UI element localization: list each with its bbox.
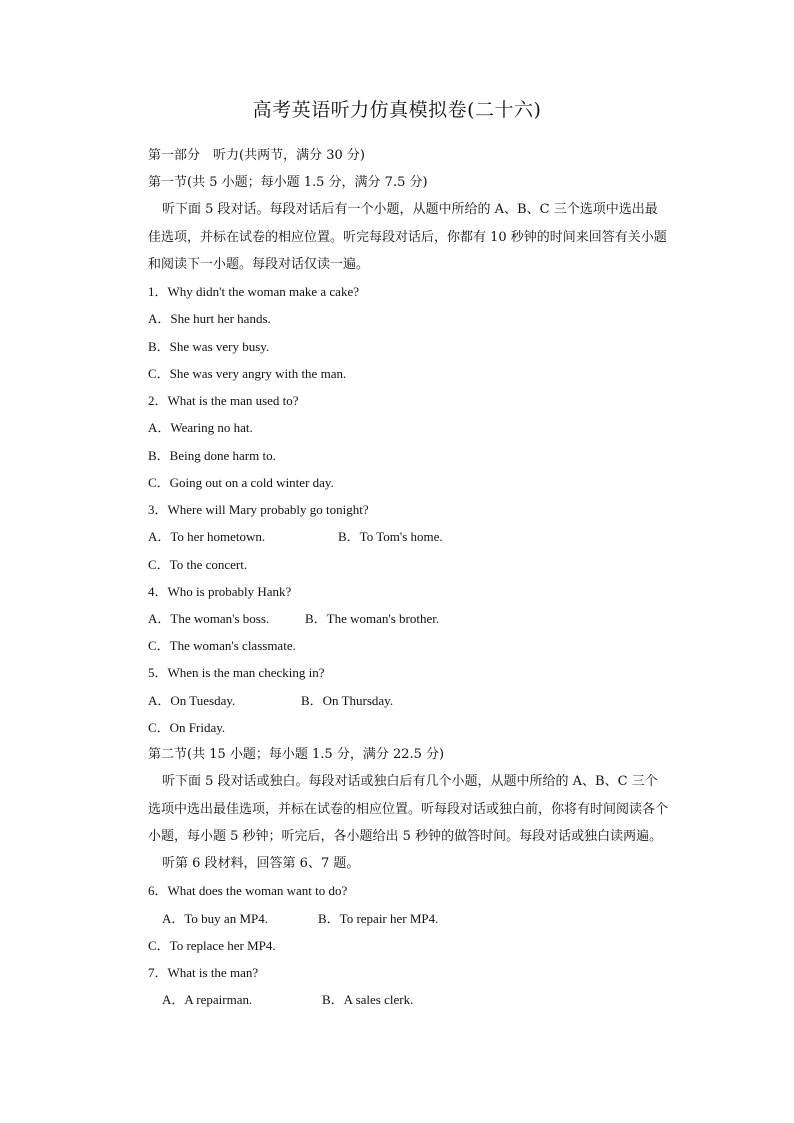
q6-option-b: B．To repair her MP4. xyxy=(318,911,439,926)
q3-option-c: C．To the concert. xyxy=(148,557,248,572)
q6-option-c: C．To replace her MP4. xyxy=(148,938,276,953)
q7-options-row xyxy=(162,991,414,1009)
q5-option-a: A．On Tuesday. xyxy=(148,693,236,708)
part1-heading: 第一部分 听力(共两节，满分 30 分) xyxy=(148,148,365,163)
q3-option-a: A．To her hometown. xyxy=(148,529,266,544)
q4-option-a: A．The woman's boss. xyxy=(148,611,270,626)
q5-option-b: B．On Thursday. xyxy=(301,693,394,708)
q1-option-a: A．She hurt her hands. xyxy=(148,311,271,326)
section1-instruction-line: 听下面 5 段对话。每段对话后有一个小题，从题中所给的 A、B、C 三个选项中选出最 xyxy=(162,202,658,217)
material-6-label: 听第 6 段材料，回答第 6、7 题。 xyxy=(162,856,360,871)
q2-option-c: C．Going out on a cold winter day. xyxy=(148,475,334,490)
question-2: 2．What is the man used to? xyxy=(148,393,299,408)
q1-option-b: B．She was very busy. xyxy=(148,339,270,354)
q4-option-b: B．The woman's brother. xyxy=(305,611,440,626)
q1-option-c: C．She was very angry with the man. xyxy=(148,366,347,381)
section1-instruction-line: 佳选项，并标在试卷的相应位置。听完每段对话后，你都有 10 秒钟的时间来回答有关小题 xyxy=(148,230,667,245)
q7-option-b: B．A sales clerk. xyxy=(322,992,414,1007)
question-7: 7．What is the man? xyxy=(148,965,259,980)
question-6: 6．What does the woman want to do? xyxy=(148,883,348,898)
q4-options-row xyxy=(148,610,440,628)
q5-options-row xyxy=(148,692,394,710)
q4-option-c: C．The woman's classmate. xyxy=(148,638,296,653)
section2-heading: 第二节(共 15 小题；每小题 1.5 分，满分 22.5 分) xyxy=(148,747,445,762)
question-4: 4．Who is probably Hank? xyxy=(148,584,292,599)
q5-option-c: C．On Friday. xyxy=(148,720,226,735)
section2-instruction-line: 选项中选出最佳选项，并标在试卷的相应位置。听每段对话或独白前，你将有时间阅读各个 xyxy=(148,802,669,817)
q3-option-b: B．To Tom's home. xyxy=(338,529,443,544)
question-3: 3．Where will Mary probably go tonight? xyxy=(148,502,369,517)
q7-option-a: A．A repairman. xyxy=(162,992,253,1007)
q6-option-a: A．To buy an MP4. xyxy=(162,911,268,926)
q6-options-row xyxy=(162,910,439,928)
q2-option-b: B．Being done harm to. xyxy=(148,448,276,463)
q2-option-a: A．Wearing no hat. xyxy=(148,420,253,435)
question-5: 5．When is the man checking in? xyxy=(148,665,325,680)
section2-instruction-line: 听下面 5 段对话或独白。每段对话或独白后有几个小题，从题中所给的 A、B、C 三个 xyxy=(162,774,658,789)
q3-options-row xyxy=(148,528,443,546)
section1-instruction-line: 和阅读下一小题。每段对话仅读一遍。 xyxy=(148,257,370,272)
question-1: 1．Why didn't the woman make a cake? xyxy=(148,284,359,299)
section2-instruction-line: 小题，每小题 5 秒钟；听完后，各小题给出 5 秒钟的做答时间。每段对话或独白读两遍。 xyxy=(148,829,663,844)
section1-heading: 第一节(共 5 小题；每小题 1.5 分，满分 7.5 分) xyxy=(148,175,428,190)
page-title: 高考英语听力仿真模拟卷(二十六) xyxy=(252,99,542,121)
